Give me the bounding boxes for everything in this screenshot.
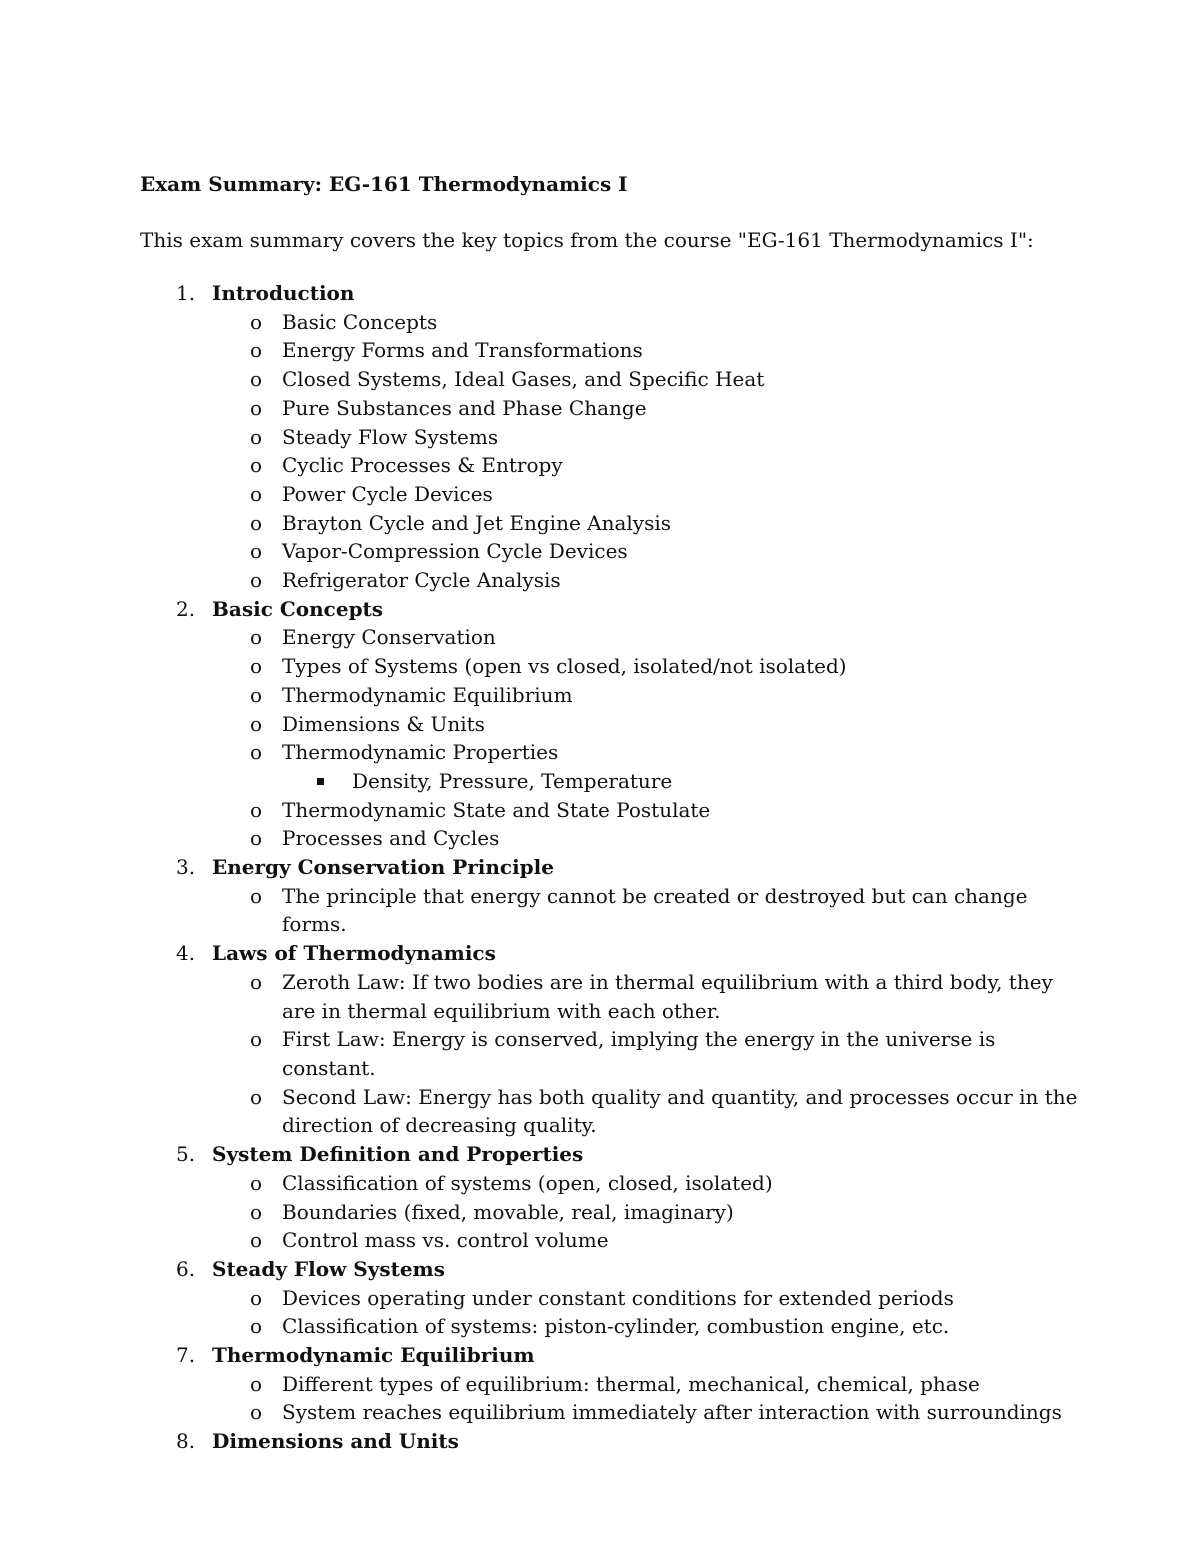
- topic-text: Thermodynamic Equilibrium: [282, 682, 573, 707]
- topic-text: Thermodynamic State and State Postulate: [282, 797, 711, 822]
- topic-text: The principle that energy cannot be created or destroyed but can change forms.: [282, 883, 1028, 937]
- section-topic-list: [140, 623, 1100, 853]
- hollow-bullet-icon: o: [250, 1228, 263, 1253]
- topic-list-item: [140, 824, 1100, 853]
- hollow-bullet-icon: o: [250, 395, 263, 420]
- section-heading: System Definition and Properties: [212, 1142, 584, 1167]
- topic-list-item: [140, 1169, 1100, 1198]
- section-heading: Introduction: [212, 281, 355, 305]
- topic-list-item: [140, 1198, 1100, 1227]
- hollow-bullet-icon: o: [250, 797, 263, 822]
- topic-list-item: [140, 738, 1100, 795]
- topic-list-item: [140, 1226, 1100, 1255]
- section-topic-list: [140, 1284, 1100, 1341]
- subtopic-text: Density, Pressure, Temperature: [352, 768, 673, 793]
- section-number: 2.: [176, 596, 196, 621]
- section-number: 5.: [176, 1142, 196, 1167]
- topic-text: Steady Flow Systems: [282, 424, 499, 449]
- topic-text: Basic Concepts: [282, 309, 438, 334]
- topic-list-item: [140, 968, 1100, 1025]
- section-number: 3.: [176, 855, 196, 880]
- topic-list-item: [140, 1025, 1100, 1082]
- topic-text: Devices operating under constant conditions for extended periods: [282, 1285, 954, 1310]
- intro-paragraph: This exam summary covers the key topics from the course "EG-161 Thermodynamics I":: [140, 228, 1034, 252]
- hollow-bullet-icon: o: [250, 481, 263, 506]
- hollow-bullet-icon: o: [250, 1170, 263, 1195]
- topic-text: Dimensions & Units: [282, 711, 485, 736]
- subtopic-list: [140, 767, 1100, 796]
- hollow-bullet-icon: o: [250, 682, 263, 707]
- hollow-bullet-icon: o: [250, 453, 263, 478]
- section-heading: Basic Concepts: [212, 596, 384, 621]
- hollow-bullet-icon: o: [250, 625, 263, 650]
- topic-text: Refrigerator Cycle Analysis: [282, 568, 561, 593]
- hollow-bullet-icon: o: [250, 367, 263, 392]
- hollow-bullet-icon: o: [250, 539, 263, 564]
- topic-text: Power Cycle Devices: [282, 481, 493, 506]
- topic-list-item: [140, 796, 1100, 825]
- topic-list-item: [140, 681, 1100, 710]
- hollow-bullet-icon: o: [250, 654, 263, 679]
- topic-list-item: [140, 336, 1100, 365]
- topic-list-item: [140, 394, 1100, 423]
- topic-text: Thermodynamic Properties: [282, 740, 559, 765]
- topic-text: Second Law: Energy has both quality and quantity, and processes occur in the direction of decreasing quality.: [282, 1084, 1078, 1138]
- outline-section: [140, 279, 1100, 595]
- section-topic-list: [140, 968, 1100, 1140]
- hollow-bullet-icon: o: [250, 1400, 263, 1425]
- outline-section: [140, 1140, 1100, 1255]
- topic-list-item: [140, 451, 1100, 480]
- topic-text: Cyclic Processes & Entropy: [282, 453, 563, 478]
- outline-section: [140, 853, 1100, 939]
- topic-text: Boundaries (fixed, movable, real, imaginary): [282, 1199, 734, 1224]
- topic-text: Pure Substances and Phase Change: [282, 395, 647, 420]
- topic-list-item: [140, 1083, 1100, 1140]
- outline-section: [140, 595, 1100, 853]
- subtopic-list-item: [140, 767, 1100, 796]
- topic-text: System reaches equilibrium immediately after interaction with surroundings: [282, 1400, 1062, 1425]
- topic-text: Closed Systems, Ideal Gases, and Specific Heat: [282, 367, 765, 392]
- topic-text: Energy Forms and Transformations: [282, 338, 643, 363]
- hollow-bullet-icon: o: [250, 969, 263, 994]
- topic-list-item: [140, 1370, 1100, 1399]
- topic-text: Classification of systems: piston-cylinder, combustion engine, etc.: [282, 1314, 950, 1339]
- topic-list-item: [140, 423, 1100, 452]
- hollow-bullet-icon: o: [250, 740, 263, 765]
- topic-text: Energy Conservation: [282, 625, 496, 650]
- section-heading: Steady Flow Systems: [212, 1256, 445, 1281]
- section-number: 4.: [176, 941, 196, 966]
- hollow-bullet-icon: o: [250, 424, 263, 449]
- hollow-bullet-icon: o: [250, 883, 263, 908]
- section-topic-list: [140, 1370, 1100, 1427]
- section-topic-list: [140, 882, 1100, 939]
- outline-section: [140, 1255, 1100, 1341]
- hollow-bullet-icon: o: [250, 568, 263, 593]
- hollow-bullet-icon: o: [250, 826, 263, 851]
- topic-list-item: [140, 1312, 1100, 1341]
- section-heading: Laws of Thermodynamics: [212, 941, 496, 966]
- section-heading: Thermodynamic Equilibrium: [212, 1343, 535, 1368]
- section-topic-list: [140, 1169, 1100, 1255]
- outline-section: [140, 939, 1100, 1140]
- topic-list-item: [140, 537, 1100, 566]
- hollow-bullet-icon: o: [250, 711, 263, 736]
- topic-text: Processes and Cycles: [282, 826, 500, 851]
- hollow-bullet-icon: o: [250, 1199, 263, 1224]
- topic-text: Zeroth Law: If two bodies are in thermal equilibrium with a third body, they are in thermal equilibrium with each other.: [282, 969, 1053, 1023]
- topic-text: Classification of systems (open, closed, isolated): [282, 1170, 773, 1195]
- topic-outline: [140, 279, 1100, 1456]
- section-topic-list: [140, 308, 1100, 595]
- hollow-bullet-icon: o: [250, 338, 263, 363]
- topic-text: Brayton Cycle and Jet Engine Analysis: [282, 510, 672, 535]
- topic-list-item: [140, 652, 1100, 681]
- hollow-bullet-icon: o: [250, 1027, 263, 1052]
- section-number: 8.: [176, 1429, 196, 1454]
- topic-text: Vapor-Compression Cycle Devices: [282, 539, 628, 564]
- document-title: Exam Summary: EG-161 Thermodynamics I: [140, 172, 628, 196]
- section-heading: Energy Conservation Principle: [212, 855, 554, 880]
- topic-list-item: [140, 623, 1100, 652]
- outline-section: [140, 1341, 1100, 1427]
- topic-list-item: [140, 308, 1100, 337]
- hollow-bullet-icon: o: [250, 309, 263, 334]
- topic-list-item: [140, 882, 1100, 939]
- section-number: 1.: [176, 281, 196, 305]
- topic-list-item: [140, 710, 1100, 739]
- outline-section: [140, 1427, 1100, 1456]
- hollow-bullet-icon: o: [250, 1285, 263, 1310]
- square-bullet-icon: [317, 778, 324, 785]
- topic-list-item: [140, 480, 1100, 509]
- topic-text: Control mass vs. control volume: [282, 1228, 609, 1253]
- topic-list-item: [140, 566, 1100, 595]
- topic-list-item: [140, 1284, 1100, 1313]
- topic-text: Types of Systems (open vs closed, isolated/not isolated): [282, 654, 847, 679]
- topic-text: First Law: Energy is conserved, implying the energy in the universe is constant.: [282, 1027, 996, 1080]
- section-number: 6.: [176, 1256, 196, 1281]
- hollow-bullet-icon: o: [250, 1314, 263, 1339]
- topic-list-item: [140, 509, 1100, 538]
- hollow-bullet-icon: o: [250, 510, 263, 535]
- topic-list-item: [140, 365, 1100, 394]
- section-heading: Dimensions and Units: [212, 1429, 459, 1454]
- section-number: 7.: [176, 1343, 196, 1368]
- topic-list-item: [140, 1398, 1100, 1427]
- topic-text: Different types of equilibrium: thermal, mechanical, chemical, phase: [282, 1371, 980, 1396]
- hollow-bullet-icon: o: [250, 1084, 263, 1109]
- hollow-bullet-icon: o: [250, 1371, 263, 1396]
